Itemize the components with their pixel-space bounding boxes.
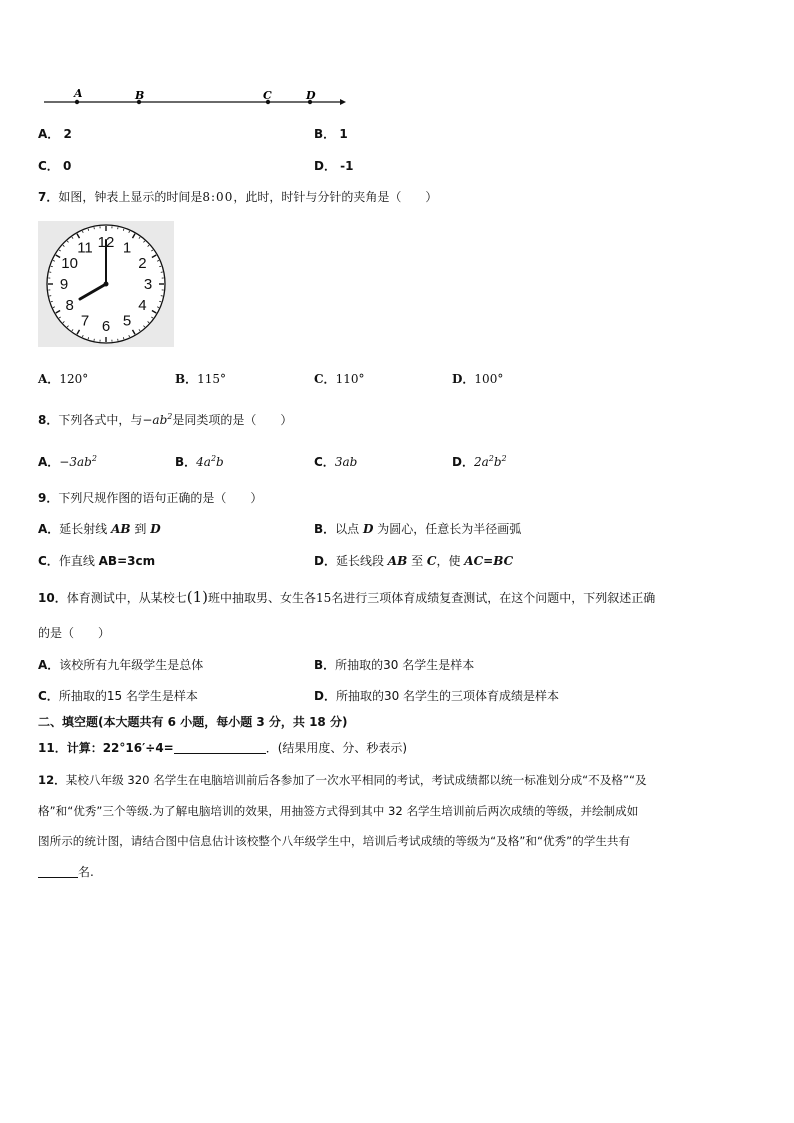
point-b-label: B	[135, 89, 145, 102]
q10-option-a: A．该校所有九年级学生是总体	[38, 658, 204, 672]
q8-option-a: A．$-3ab^2$	[38, 454, 97, 469]
clock-number: 1	[122, 239, 132, 257]
point-c-label: C	[263, 89, 272, 102]
clock-number: 5	[122, 312, 132, 330]
q12-answer-blank	[38, 866, 78, 878]
clock-number: 2	[138, 255, 147, 272]
clock-number: 8	[65, 297, 74, 314]
point-a-dot	[75, 100, 79, 104]
clock-number: 4	[138, 297, 147, 314]
section-2-title: 二、填空题(本大题共有 6 小题，每小题 3 分，共 18 分)	[38, 715, 348, 729]
point-a-label: A	[74, 87, 83, 100]
clock-number: 11	[77, 239, 93, 257]
q10-option-d: D．所抽取的30 名学生的三项体育成绩是样本	[314, 689, 560, 703]
q8-option-d: D．$2a^2b^2$	[452, 454, 507, 469]
q8-option-b: B．$4a^2b$	[175, 454, 224, 469]
clock-number: 10	[61, 255, 78, 272]
q10-option-b: B．所抽取的30 名学生是样本	[314, 658, 475, 672]
q12-line3: 图所示的统计图，请结合图中信息估计该校整个八年级学生中，培训后考试成绩的等级为“及格”和“优秀”的学生共有	[38, 834, 631, 848]
q7-stem: 7．如图，钟表上显示的时间是8:00，此时，时针与分针的夹角是（ ）	[38, 190, 438, 204]
number-line-figure	[40, 86, 350, 110]
clock-number: 6	[101, 318, 111, 335]
q6-option-b: B． 1	[314, 127, 348, 141]
q7-option-c: C．110°	[314, 372, 365, 386]
clock-number: 3	[143, 276, 153, 293]
clock-number: 12	[97, 234, 115, 251]
q8-option-c: C．3ab	[314, 455, 358, 469]
q7-option-b: B．115°	[175, 372, 227, 386]
q11-stem: 11．计算：22°16′÷4= ．(结果用度、分、秒表示)	[38, 741, 408, 755]
q12-line1: 12．某校八年级 320 名学生在电脑培训前后各参加了一次水平相同的考试，考试成绩都以统一标准划分成“不及格”“及	[38, 773, 647, 787]
q9-option-b: B．以点 D 为圆心，任意长为半径画弧	[314, 522, 522, 536]
q11-answer-blank	[174, 742, 266, 754]
q6-option-d: D． -1	[314, 159, 354, 173]
point-d-label: D	[306, 89, 316, 102]
q8-stem: 8．下列各式中，与$-ab^2$是同类项的是（ ）	[38, 412, 293, 427]
clock-number: 9	[59, 276, 69, 293]
q10-stem-line1: 10．体育测试中，从某校七(1)班中抽取男、女生各15名进行三项体育成绩复查测试，在这个问题中，下列叙述正确	[38, 588, 656, 606]
q10-stem-line2: 的是（ ）	[38, 626, 111, 640]
q6-option-c: C． 0	[38, 159, 72, 173]
q9-option-c: C．作直线 AB=3cm	[38, 554, 156, 568]
clock-center	[104, 282, 109, 287]
q12-line2: 格”和“优秀”三个等级.为了解电脑培训的效果，用抽签方式得到其中 32 名学生培训前后两次成绩的等级，并绘制成如	[38, 804, 639, 818]
number-line-arrow-icon	[340, 99, 346, 105]
q7-option-d: D．100°	[452, 372, 504, 386]
q7-option-a: A．120°	[38, 372, 89, 386]
q10-option-c: C．所抽取的15 名学生是样本	[38, 689, 198, 703]
clock-number: 7	[80, 312, 90, 330]
q6-option-a: A． 2	[38, 127, 72, 141]
q9-stem: 9．下列尺规作图的语句正确的是（ ）	[38, 491, 263, 505]
q9-option-d: D．延长线段 AB 至 C，使 AC=BC	[314, 554, 514, 568]
q9-option-a: A．延长射线 AB 到 D	[38, 522, 161, 536]
clock-figure	[38, 221, 174, 347]
q12-line4: 名.	[38, 863, 94, 880]
